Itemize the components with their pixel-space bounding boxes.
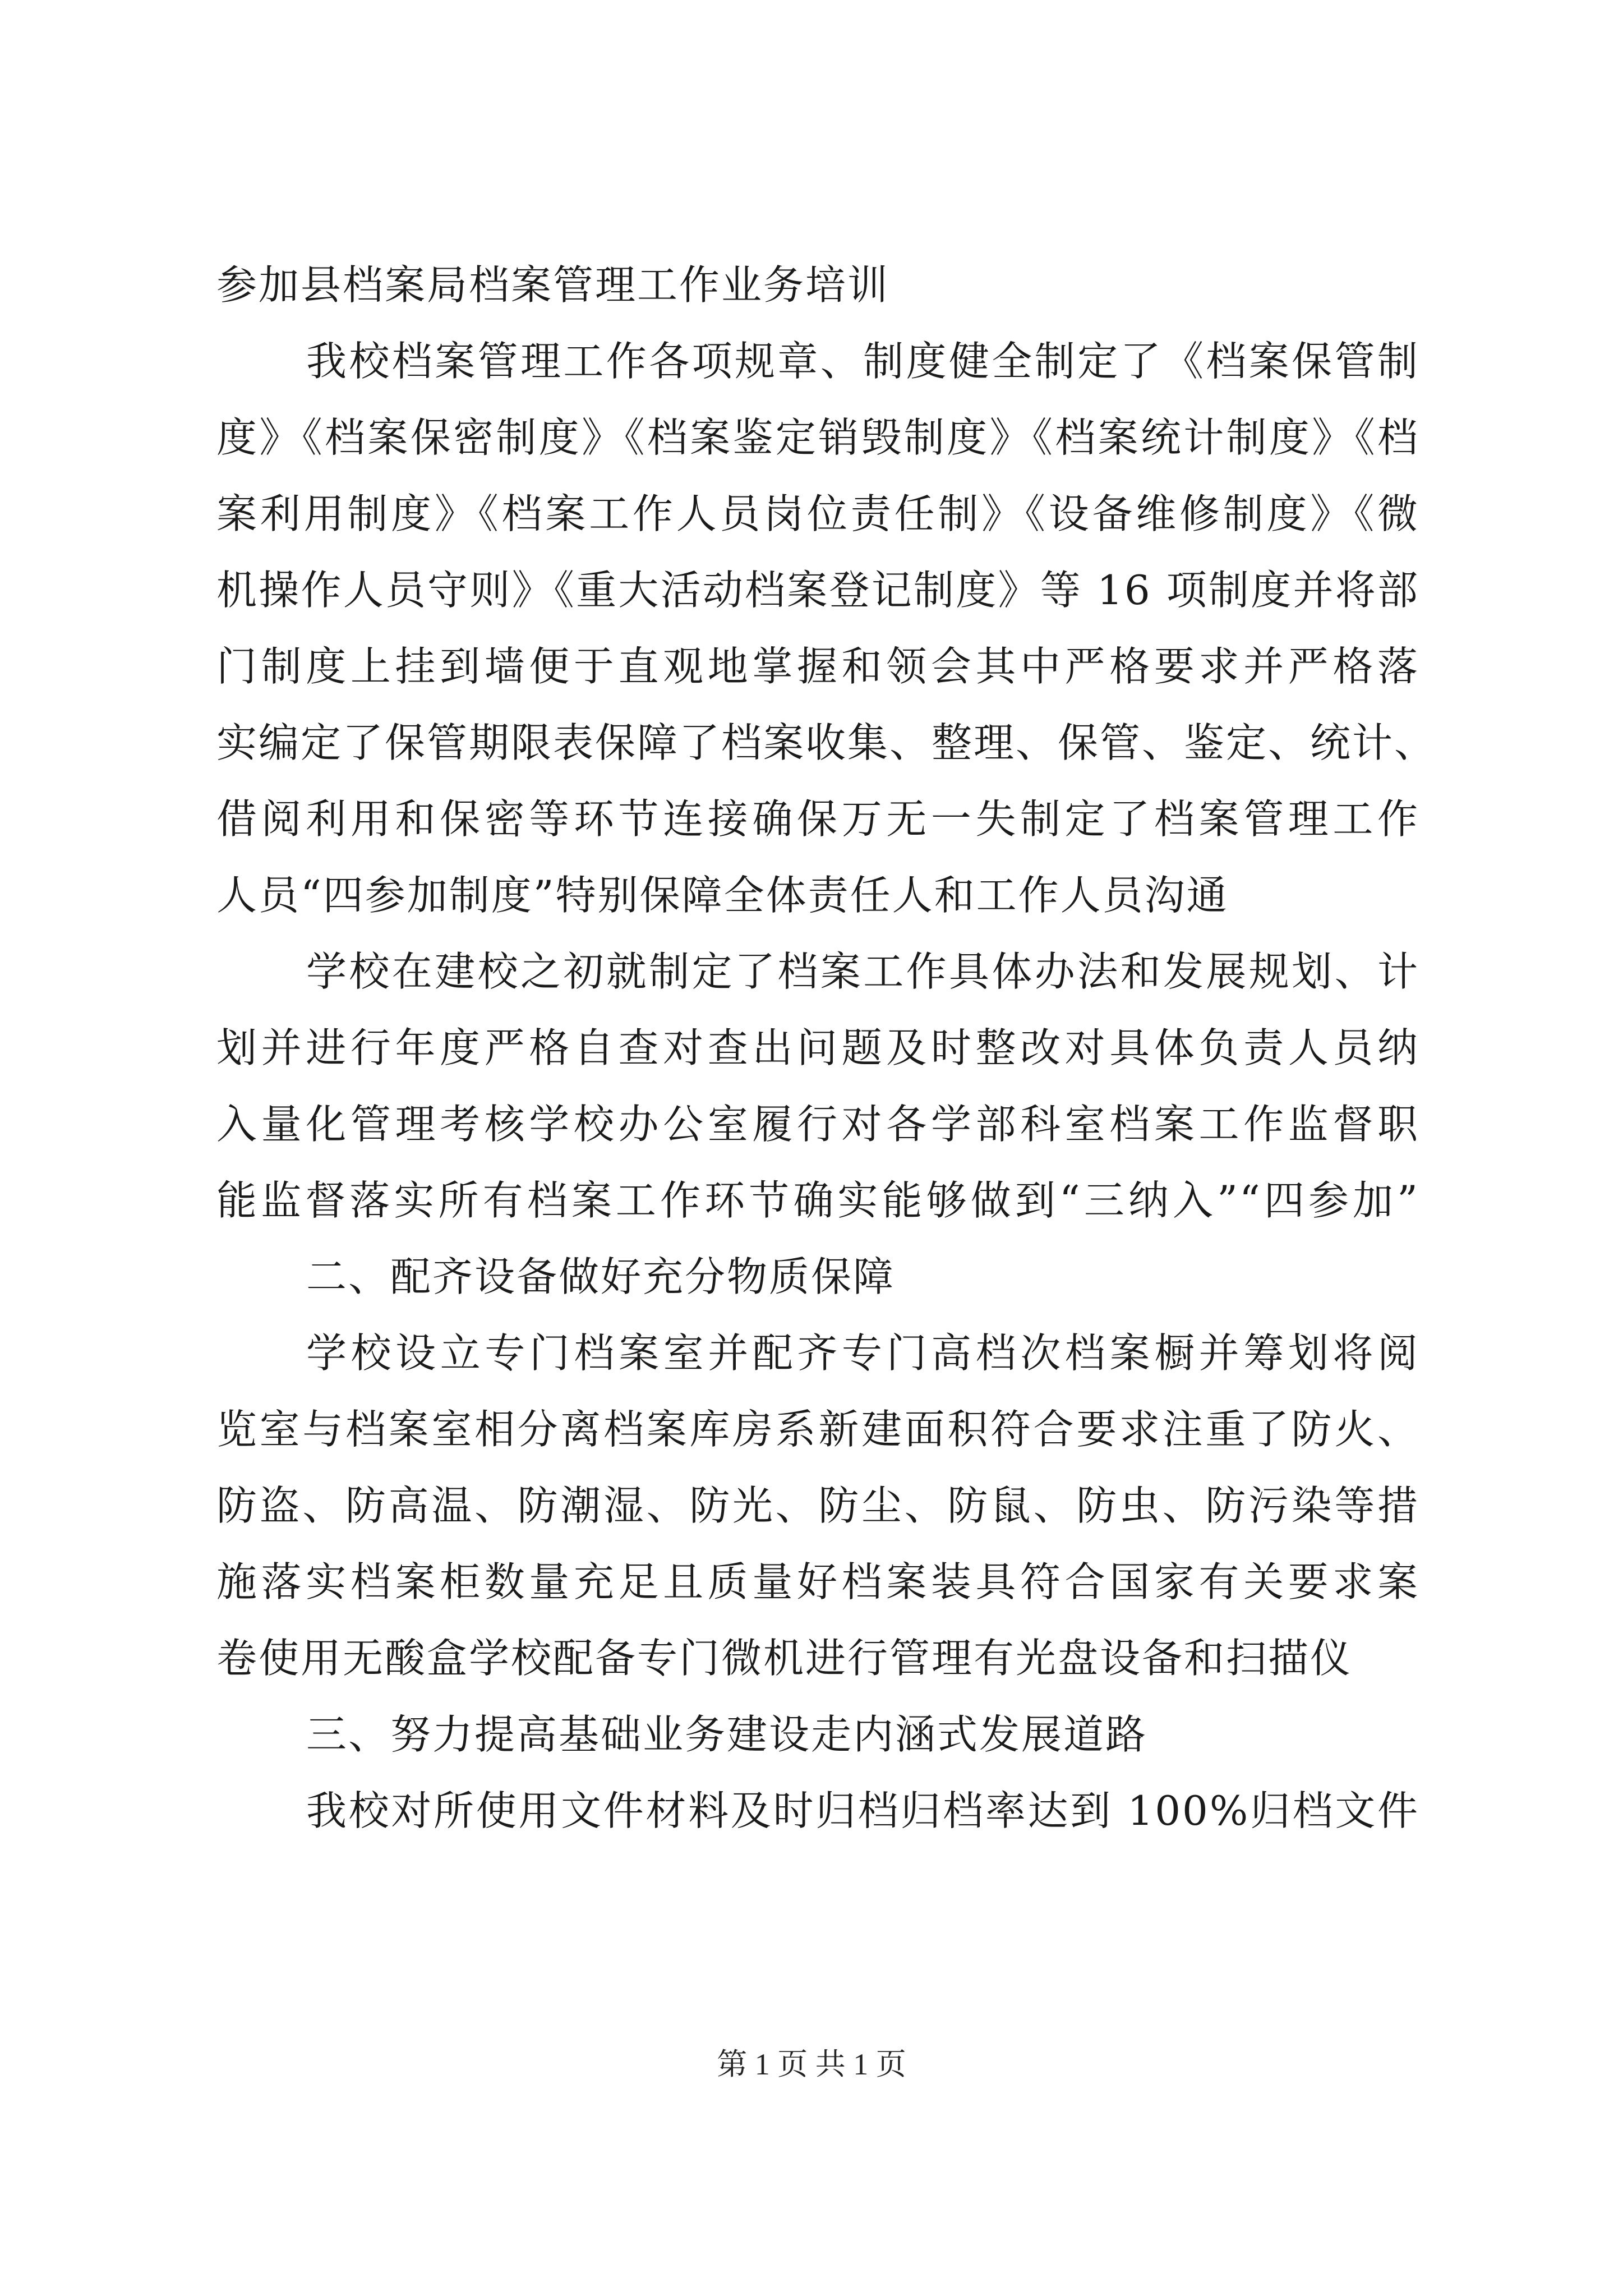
section-heading-2: 二、配齐设备做好充分物质保障 bbox=[306, 1253, 896, 1300]
body-line-7: 实编定了保管期限表保障了档案收集、整理、保管、鉴定、统计、 bbox=[216, 719, 1437, 766]
body-line-6: 门制度上挂到墙便于直观地掌握和领会其中严格要求并严格落 bbox=[216, 643, 1419, 690]
body-line-8: 借阅利用和保密等环节连接确保万无一失制定了档案管理工作 bbox=[216, 795, 1419, 843]
body-line-19: 卷使用无酸盒学校配备专门微机进行管理有光盘设备和扫描仪 bbox=[216, 1635, 1353, 1682]
body-line-12: 入量化管理考核学校办公室履行对各学部科室档案工作监督职 bbox=[216, 1101, 1419, 1148]
body-line-4: 案利用制度》《档案工作人员岗位责任制》《设备维修制度》《微 bbox=[216, 490, 1419, 537]
body-line-5: 机操作人员守则》《重大活动档案登记制度》等 16 项制度并将部 bbox=[216, 567, 1419, 614]
body-line-3: 度》《档案保密制度》《档案鉴定销毁制度》《档案统计制度》《档 bbox=[216, 414, 1419, 461]
document-body bbox=[216, 247, 1437, 1849]
page-footer: 第 1 页 共 1 页 bbox=[717, 2047, 906, 2081]
body-line-17: 防盗、防高温、防潮湿、防光、防尘、防鼠、防虫、防污染等措 bbox=[216, 1482, 1419, 1529]
body-line-11: 划并进行年度严格自查对查出问题及时整改对具体负责人员纳 bbox=[216, 1024, 1419, 1071]
body-line-15: 学校设立专门档案室并配齐专门高档次档案橱并筹划将阅 bbox=[306, 1329, 1419, 1377]
body-line-9: 人员“四参加制度”特别保障全体责任人和工作人员沟通 bbox=[216, 872, 1229, 919]
body-line-2: 我校档案管理工作各项规章、制度健全制定了《档案保管制 bbox=[306, 338, 1419, 385]
body-line-13: 能监督落实所有档案工作环节确实能够做到“三纳入”“四参加” bbox=[216, 1177, 1419, 1224]
body-line-16: 览室与档案室相分离档案库房系新建面积符合要求注重了防火、 bbox=[216, 1406, 1419, 1453]
body-line-21: 我校对所使用文件材料及时归档归档率达到 100%归档文件 bbox=[306, 1787, 1419, 1834]
section-heading-3: 三、努力提高基础业务建设走内涵式发展道路 bbox=[306, 1711, 1148, 1758]
body-line-10: 学校在建校之初就制定了档案工作具体办法和发展规划、计 bbox=[306, 948, 1419, 995]
body-line-18: 施落实档案柜数量充足且质量好档案装具符合国家有关要求案 bbox=[216, 1558, 1419, 1605]
body-line-1: 参加县档案局档案管理工作业务培训 bbox=[216, 261, 890, 309]
